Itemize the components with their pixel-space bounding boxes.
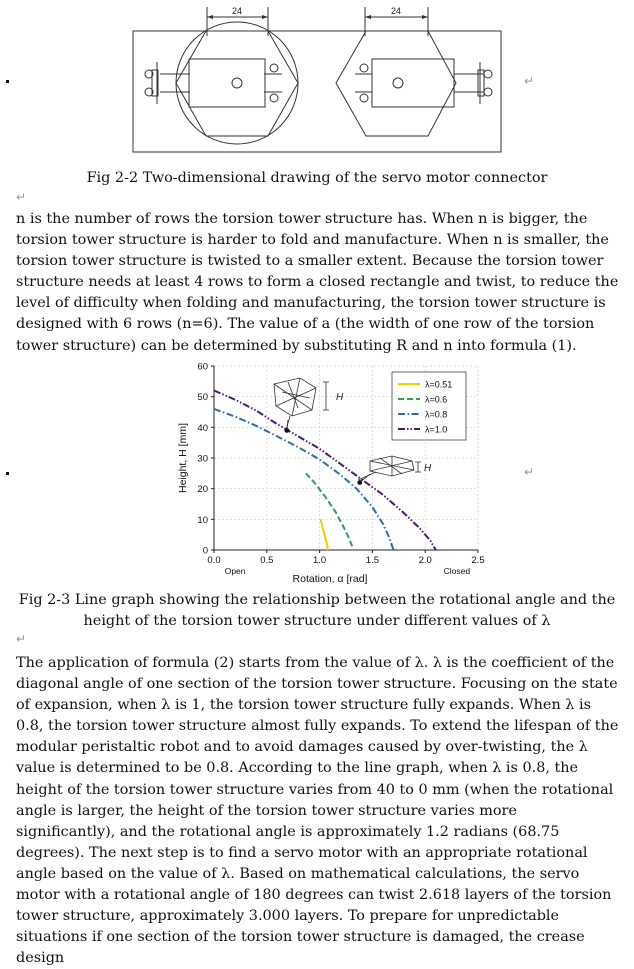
x-tick-label: 0.0 xyxy=(207,555,221,566)
dimension-label-left: 24 xyxy=(231,6,243,16)
legend-label: λ=0.8 xyxy=(425,409,448,420)
series-line xyxy=(214,409,394,550)
y-tick-label: 60 xyxy=(197,361,208,373)
y-tick-label: 10 xyxy=(197,514,208,526)
y-tick-label: 20 xyxy=(197,484,208,496)
body-paragraph-1: n is the number of rows the torsion tower structure has. When n is bigger, the torsion tower structure is harder to fold and manufacture. When n is smaller, the torsion tower structure is twisted to a smaller extent. Because the torsion tower structure needs at least 4 rows to form a closed rectangle and twist, to reduce the level of difficulty when folding and manufacturing, the torsion tower structure is designed with 6 rows (n=6). The value of a (the width of one row of the torsion tower structure) can be determined by substituting R and n into formula (1). xyxy=(16,211,619,354)
body-paragraph-2: The application of formula (2) starts from the value of λ. λ is the coefficient of the diagonal angle of one section of the torsion tower structure. Focusing on the state of expansion, when λ is 1, the torsion tower structure fully expands. When λ is 0.8, the torsion tower structure almost fully expands. To extend the lifespan of the modular peristaltic robot and to avoid damages caused by over-twisting, the λ value is determined to be 0.8. According to the line graph, when λ is 0.8, the height of the torsion tower structure varies from 40 to 0 mm (when the rotational angle is larger, the height of the torsion tower structure varies more significantly), and the rotational angle is approximately 1.2 radians (68.75 degrees). The next step is to find a servo motor with an appropriate rotational angle based on the value of λ. Based on mathematical calculations, the servo motor with a rotational angle of 180 degrees can twist 2.618 layers of the torsion tower structure, approximately 3.000 layers. To prepare for unpredictable situations if one section of the torsion tower structure is damaged, the crease design xyxy=(16,655,619,967)
x-tick-label: 0.5 xyxy=(260,555,274,566)
inset-height-label-bottom: H xyxy=(424,463,432,474)
data-marker xyxy=(284,428,289,433)
x-tick-label: 1.0 xyxy=(312,555,327,566)
figure-caption-2-2: Fig 2-2 Two-dimensional drawing of the servo motor connector xyxy=(86,170,548,186)
bullet-marker xyxy=(6,472,9,475)
x-axis-annotation: Open xyxy=(224,566,246,576)
paragraph-mark: ↵ xyxy=(524,74,535,88)
y-tick-label: 0 xyxy=(202,545,208,557)
y-tick-label: 40 xyxy=(197,422,208,434)
folded-structure-inset-top xyxy=(274,378,329,430)
x-tick-label: 1.5 xyxy=(365,555,380,566)
rotation-height-chart xyxy=(170,358,500,588)
figure-caption-2-3: Fig 2-3 Line graph showing the relationship between the rotational angle and the height of the torsion tower structure under different values of λ xyxy=(18,592,616,629)
paragraph-mark: ↵ xyxy=(16,190,27,204)
legend-label: λ=0.6 xyxy=(425,394,448,405)
y-tick-label: 50 xyxy=(197,392,208,404)
dimension-label-right: 24 xyxy=(390,6,402,16)
bullet-marker xyxy=(6,80,9,83)
legend-label: λ=1.0 xyxy=(425,424,448,435)
legend-label: λ=0.51 xyxy=(425,379,453,390)
x-tick-label: 2.5 xyxy=(471,555,485,566)
data-marker xyxy=(357,480,362,485)
servo-connector-drawing xyxy=(120,0,510,160)
paragraph-mark: ↵ xyxy=(16,632,27,646)
y-axis-label: Height, H [mm] xyxy=(177,422,189,494)
series-line xyxy=(321,519,328,550)
x-axis-annotation: Closed xyxy=(443,566,471,576)
x-axis-label: Rotation, α [rad] xyxy=(292,573,368,585)
paragraph-mark: ↵ xyxy=(524,465,535,479)
series-line xyxy=(306,473,354,550)
x-tick-label: 2.0 xyxy=(418,555,432,566)
inset-height-label-top: H xyxy=(336,392,344,403)
y-tick-label: 30 xyxy=(197,453,208,465)
chart-legend xyxy=(392,372,466,440)
